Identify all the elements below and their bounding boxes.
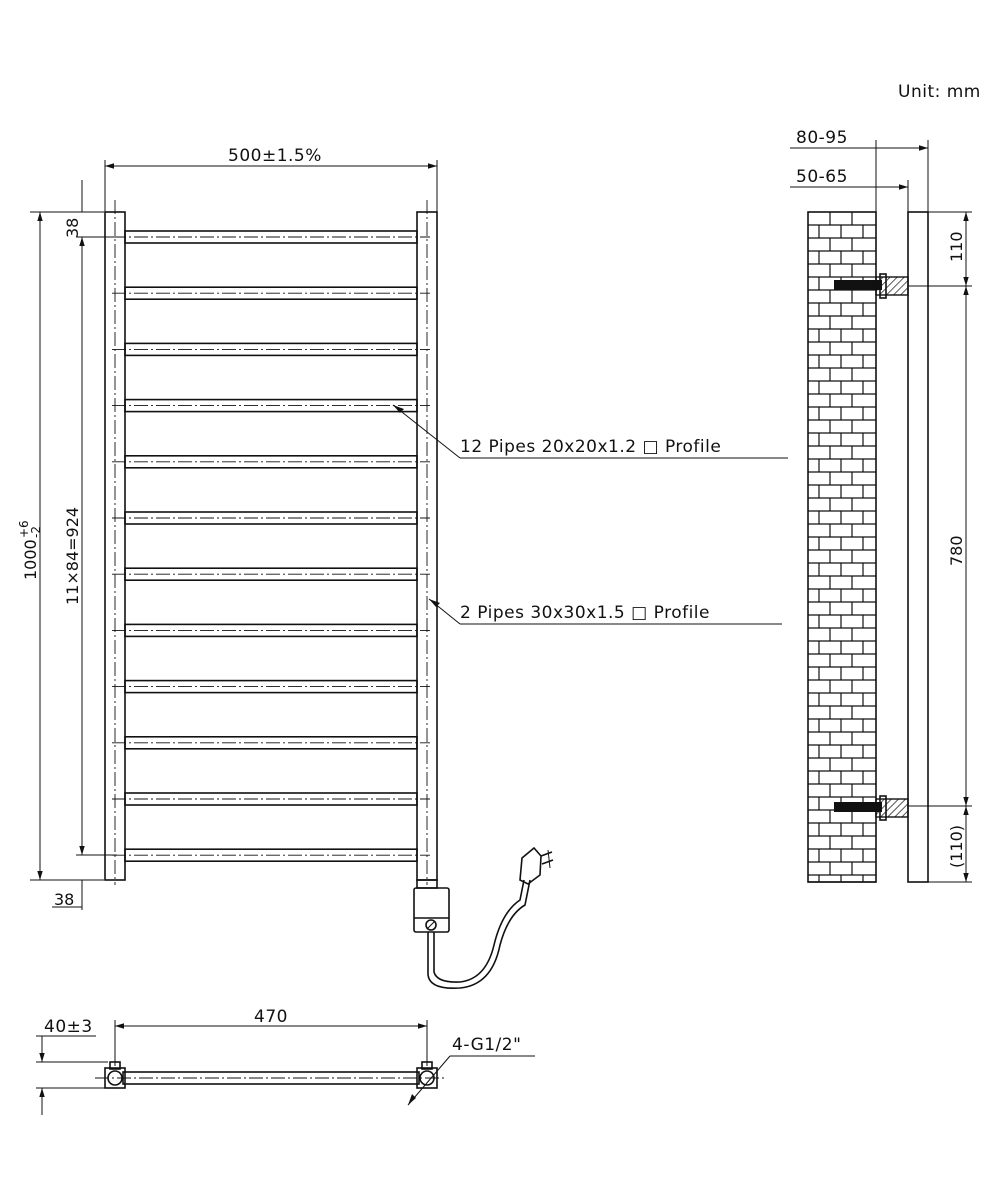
connection-label: 4-G1/2" (452, 1035, 522, 1055)
rungs-group (112, 231, 430, 861)
center-distance-dimension: 470 (254, 1007, 288, 1027)
bottom-offset-dimension: 38 (54, 890, 75, 909)
heating-element (414, 848, 553, 988)
height-tolerance-lower: -2 (29, 526, 43, 538)
height-tolerance-upper: +6 (17, 520, 31, 538)
wall-distance-inner-dimension: 50-65 (796, 167, 848, 187)
wall (808, 212, 876, 882)
bottom-view (36, 1007, 535, 1115)
unit-label: Unit: mm (898, 82, 981, 102)
pitch-dimension: 11×84=924 (63, 506, 82, 605)
bottom-wall-bracket (834, 796, 908, 820)
width-dimension: 500±1.5% (228, 146, 322, 166)
rung-pipes-callout: 12 Pipes 20x20x1.2 □ Profile (460, 437, 722, 457)
depth-dimension: 40±3 (44, 1017, 93, 1037)
callouts (393, 405, 788, 624)
front-view (17, 146, 553, 988)
side-pipes-callout: 2 Pipes 30x30x1.5 □ Profile (460, 603, 710, 623)
radiator-side-profile (908, 212, 928, 882)
bottom-bracket-dimension: (110) (947, 824, 966, 868)
bracket-spacing-dimension: 780 (947, 535, 966, 566)
top-offset-dimension: 38 (63, 217, 82, 238)
side-view (790, 128, 972, 882)
top-bracket-dimension: 110 (947, 231, 966, 262)
plug-icon (520, 848, 541, 884)
brick-pattern (808, 212, 876, 882)
wall-distance-outer-dimension: 80-95 (796, 128, 848, 148)
height-dimension: 1000 (21, 539, 40, 580)
